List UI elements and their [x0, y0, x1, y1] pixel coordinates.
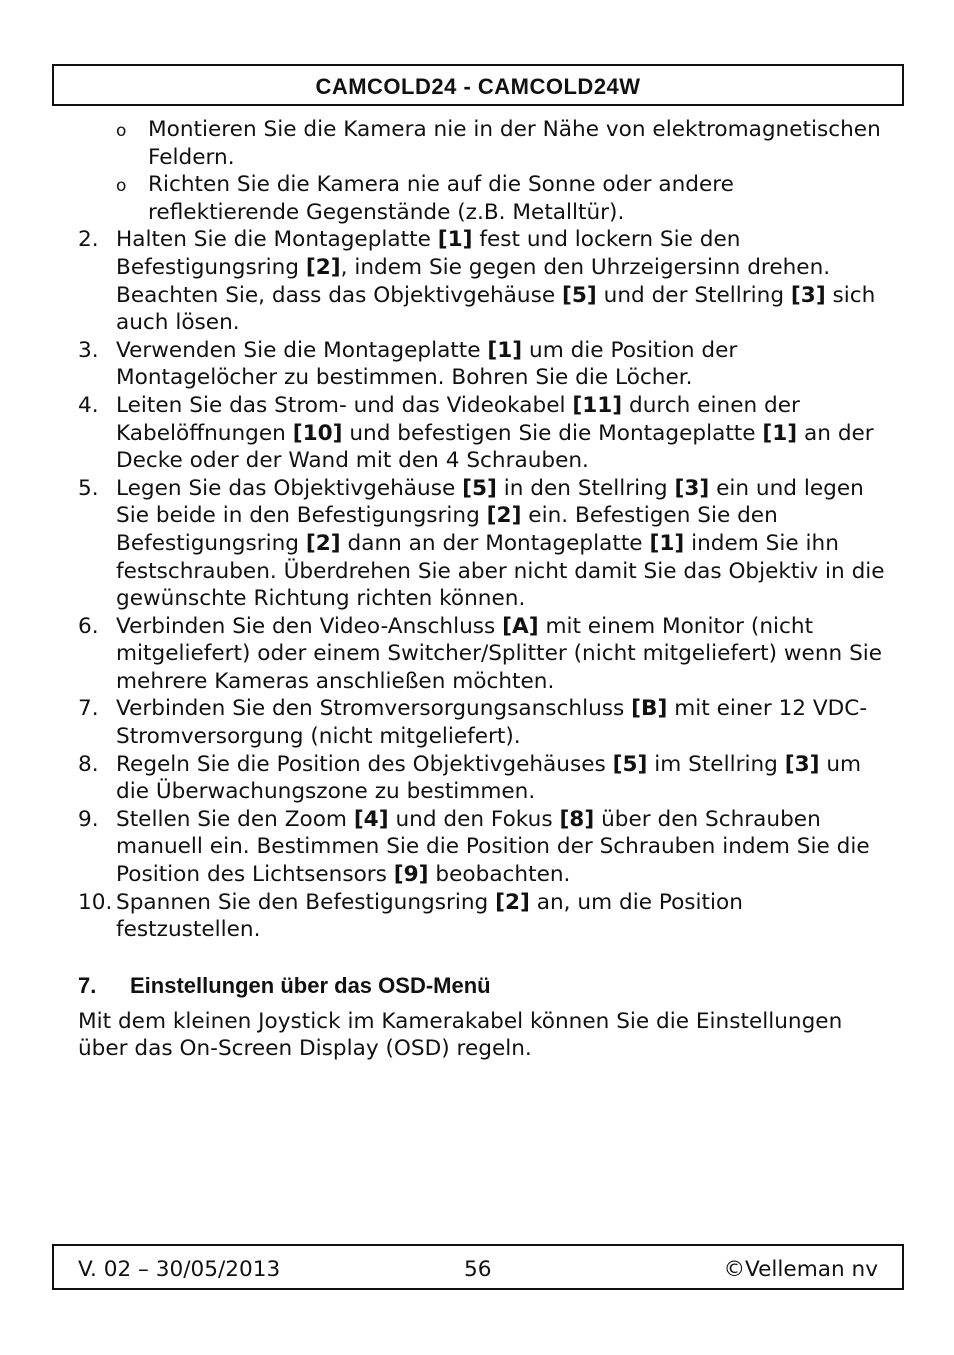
step-text-segment: durch einen der Kabelöffnungen: [116, 392, 800, 446]
step-text-segment: indem Sie ihn festschrauben. Überdrehen Sie aber nicht damit Sie das Objektiv in die gewünschte Richtung richten können.: [116, 530, 885, 612]
step-text-segment: Leiten Sie das Strom- und das Videokabel: [116, 392, 573, 418]
step-text: [116, 807, 870, 887]
numbered-steps-list: [78, 226, 888, 943]
footer-copyright: ©Velleman nv: [723, 1257, 878, 1282]
step-text-segment: Verbinden Sie den Video-Anschluss: [116, 613, 503, 639]
step-text-segment: Spannen Sie den Befestigungsring: [116, 889, 496, 915]
step-text: [116, 338, 737, 391]
footer-version: V. 02 – 30/05/2013: [78, 1257, 281, 1282]
bullet-list: [78, 116, 888, 226]
section-paragraph: Mit dem kleinen Joystick im Kamerakabel können Sie die Einstellungen über das On-Screen Display (OSD) regeln.: [78, 1008, 843, 1062]
step-text-segment: an der Decke oder der Wand mit den 4 Schrauben.: [116, 420, 874, 474]
part-reference: [8]: [559, 806, 595, 832]
step-item: [78, 337, 888, 392]
step-number: 2.: [78, 227, 99, 253]
part-reference: [3]: [784, 751, 820, 777]
step-text-segment: Regeln Sie die Position des Objektivgehäuses: [116, 751, 613, 777]
bullet-marker: o: [116, 176, 127, 197]
step-text-segment: Stellen Sie den Zoom: [116, 806, 354, 832]
step-text-segment: beobachten.: [428, 862, 571, 888]
step-text-segment: , indem Sie gegen den Uhrzeigersinn drehen. Beachten Sie, dass das Objektivgehäuse: [116, 254, 831, 308]
step-text-segment: dann an der Montageplatte: [340, 530, 650, 556]
step-text-segment: an, um die Position festzustellen.: [116, 889, 743, 943]
step-text-segment: sich auch lösen.: [116, 282, 876, 336]
step-text-segment: und den Fokus: [388, 806, 560, 832]
step-item: [78, 806, 888, 889]
step-text-segment: und befestigen Sie die Montageplatte: [342, 420, 763, 446]
document-body: [78, 116, 888, 1063]
part-reference: [2]: [305, 254, 341, 280]
section-title: Einstellungen über das OSD-Menü: [130, 972, 491, 998]
part-reference: [3]: [674, 475, 710, 501]
step-text-segment: mit einer 12 VDC-Stromversorgung (nicht mitgeliefert).: [116, 696, 868, 750]
step-text: [116, 227, 875, 335]
page-number: 56: [464, 1257, 492, 1282]
step-item: [78, 751, 888, 806]
step-number: 6.: [78, 613, 99, 639]
bullet-text: Montieren Sie die Kamera nie in der Nähe von elektromagnetischen Feldern.: [148, 117, 881, 170]
list-item: [78, 116, 888, 171]
step-number: 8.: [78, 751, 99, 777]
step-number: 9.: [78, 806, 99, 832]
step-text-segment: und der Stellring: [596, 282, 791, 308]
step-text-segment: ein und legen Sie beide in den Befestigungsring: [116, 475, 864, 529]
part-reference: [1]: [437, 227, 473, 253]
step-text-segment: im Stellring: [647, 751, 785, 777]
page-footer: [52, 1244, 904, 1290]
step-item: [78, 695, 888, 750]
bullet-text: Richten Sie die Kamera nie auf die Sonne oder andere reflektierende Gegenstände (z.B. Metalltür).: [148, 172, 734, 225]
part-reference: [11]: [572, 392, 623, 418]
step-text: [116, 890, 743, 943]
part-reference: [2]: [495, 889, 530, 915]
part-reference: [B]: [631, 696, 668, 722]
part-reference: [1]: [762, 420, 798, 446]
part-reference: [5]: [462, 475, 497, 501]
step-item: [78, 613, 888, 696]
step-text-segment: in den Stellring: [496, 475, 675, 501]
step-number: 7.: [78, 696, 99, 722]
step-text-segment: um die Überwachungszone zu bestimmen.: [116, 751, 862, 805]
part-reference: [3]: [790, 282, 826, 308]
step-text-segment: um die Position der Montagelöcher zu bestimmen. Bohren Sie die Löcher.: [116, 337, 738, 391]
step-item: [78, 889, 888, 944]
step-item: [78, 475, 888, 613]
part-reference: [5]: [562, 282, 597, 308]
section-heading: [78, 972, 888, 1000]
step-text: [116, 614, 882, 694]
step-number: 3.: [78, 337, 99, 363]
part-reference: [1]: [649, 530, 685, 556]
part-reference: [4]: [353, 806, 389, 832]
step-text: [116, 476, 885, 611]
part-reference: [10]: [292, 420, 343, 446]
step-text: [116, 752, 861, 805]
step-text: [116, 696, 867, 749]
step-number: 10.: [78, 889, 113, 915]
part-reference: [2]: [486, 503, 522, 529]
part-reference: [9]: [393, 862, 429, 888]
bullet-marker: o: [116, 121, 127, 141]
step-text-segment: über den Schrauben manuell ein. Bestimmen Sie die Position der Schrauben indem Sie die Position des Lichtsensors: [116, 806, 870, 888]
step-text-segment: Verbinden Sie den Stromversorgungsanschluss: [116, 696, 632, 722]
step-text-segment: ein. Befestigen Sie den Befestigungsring: [116, 503, 778, 556]
part-reference: [A]: [502, 613, 539, 639]
step-text-segment: Verwenden Sie die Montageplatte: [116, 337, 488, 363]
step-text: [116, 393, 874, 473]
step-item: [78, 226, 888, 336]
part-reference: [5]: [612, 751, 648, 777]
list-item: [78, 171, 888, 226]
step-number: 5.: [78, 475, 99, 501]
step-text-segment: mit einem Monitor (nicht mitgeliefert) oder einem Switcher/Splitter (nicht mitgeliefert) wenn Sie mehrere Kameras anschließen möchten.: [116, 613, 883, 694]
section-number: 7.: [78, 972, 97, 998]
step-number: 4.: [78, 392, 99, 418]
page-header: [52, 64, 904, 106]
step-text-segment: Halten Sie die Montageplatte: [116, 227, 438, 253]
step-text-segment: Legen Sie das Objektivgehäuse: [116, 475, 463, 501]
header-title: CAMCOLD24 - CAMCOLD24W: [315, 74, 641, 99]
step-item: [78, 392, 888, 475]
part-reference: [2]: [305, 530, 341, 556]
part-reference: [1]: [487, 337, 523, 363]
step-text-segment: fest und lockern Sie den Befestigungsring: [116, 227, 741, 280]
